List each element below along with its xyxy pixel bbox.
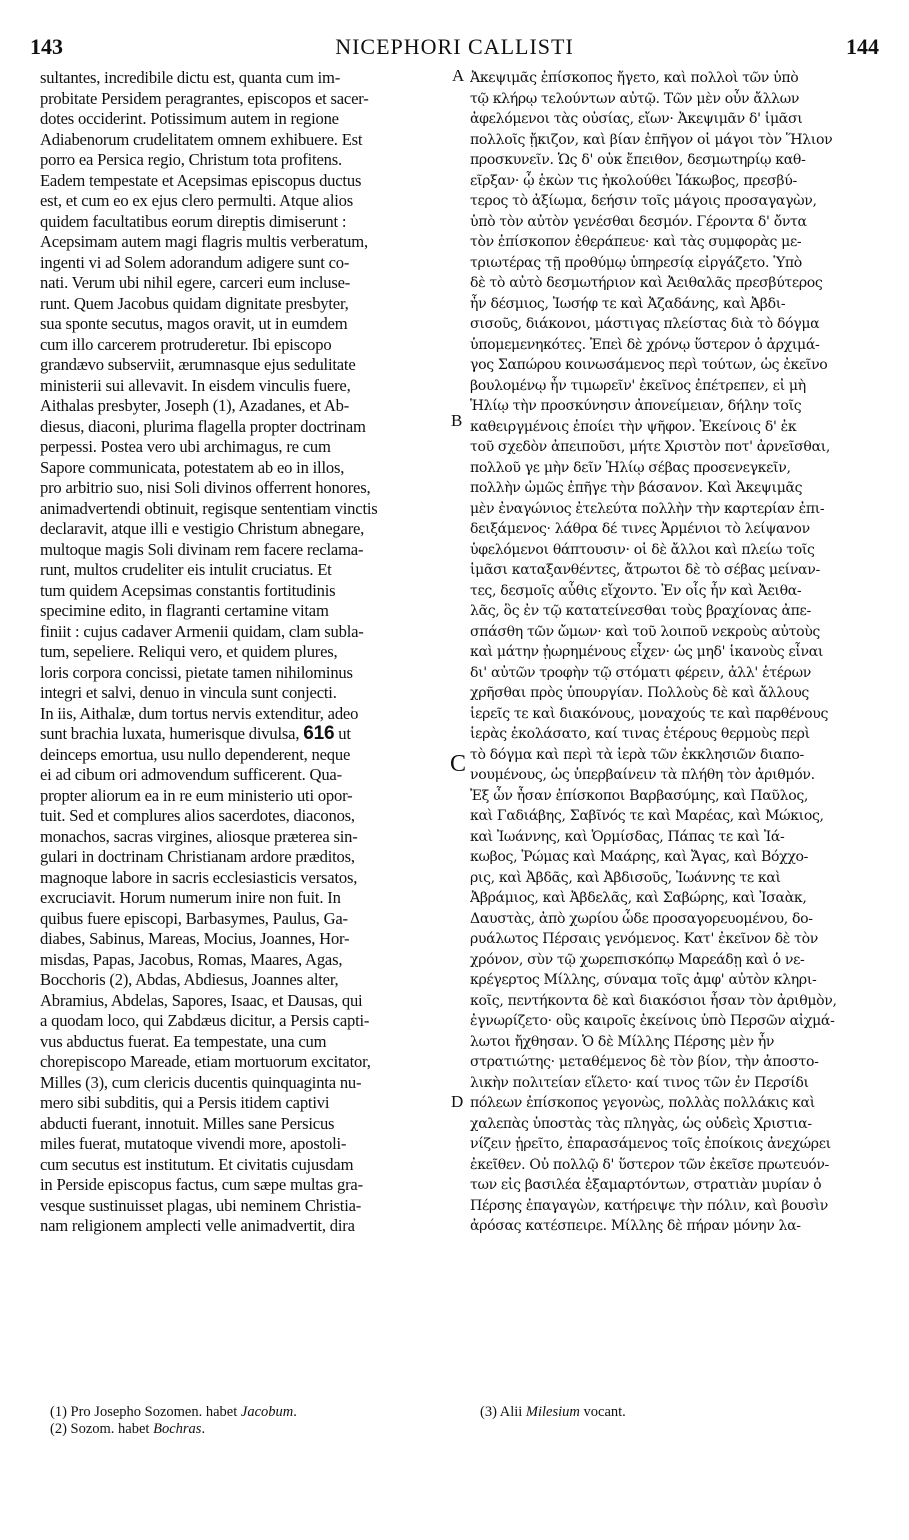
latin-text-line: cum illo carcerem protruderetur. Ibi episcopo	[40, 334, 332, 354]
greek-text-line: ρις, καὶ Ἀβδᾶς, καὶ Ἀβδισοῦς, Ἰωάννης τε καὶ	[470, 869, 781, 886]
running-header	[0, 28, 909, 68]
latin-text-line: tum quidem Acepsimas constantis fortitudinis	[40, 580, 336, 600]
latin-text-line: mero sibi subditis, qui a Persis itidem captivi	[40, 1093, 330, 1112]
latin-text-line: quibus fuere episcopi, Barbasymes, Paulus, Ga-	[40, 908, 348, 928]
greek-text-line: ἦν δέσμιος, Ἰωσήφ τε καὶ Ἀζαδάνης, καὶ Ἀβδι-	[470, 295, 786, 312]
greek-text-line: στρατιώτης· μεταθέμενος δὲ τὸν βίον, τὴν ἀποστο-	[470, 1054, 819, 1070]
latin-text-line: sunt brachia luxata, humerisque divulsa, 616 ut	[40, 724, 351, 744]
latin-text-line: runt. Quem Jacobus quidam dignitate presbyter,	[40, 293, 349, 313]
greek-text-line: νουμένους, ὡς ὑπερβαίνειν τὰ πλήθη τὸν ἀριθμόν.	[470, 767, 815, 783]
latin-text-line: diabes, Sabinus, Mareas, Mocius, Joannes, Hor-	[40, 929, 350, 948]
greek-text-line: των εἰς βασιλέα ἐξαμαρτόντων, στρατιὰν μυρίαν ὁ	[470, 1177, 822, 1193]
latin-text-line: cum secutus est institutum. Et civitatis cujusdam	[40, 1154, 354, 1174]
greek-text-line: καὶ μάτην ᾐωρημένους εἶχεν· ὡς μηδ' ἱκανοὺς εἶναι	[470, 644, 824, 660]
section-marker-a: A	[452, 66, 465, 85]
page-number-left: 143	[30, 34, 63, 59]
greek-text-line: τῷ κλήρῳ τελούντων αὐτῷ. Τῶν μὲν οὖν ἄλλων	[470, 90, 800, 107]
greek-text-line: δειξάμενος· λάθρα δέ τινες Ἀρμένιοι τὸ λείψανον	[470, 521, 810, 537]
greek-text-line: Ἀκεψιμᾶς ἐπίσκοπος ἤγετο, καὶ πολλοὶ τῶν ὑπὸ	[470, 70, 799, 86]
greek-text-line: πολλὴν ὠμῶς ἐπῆγε τὴν βάσανον. Καὶ Ἀκεψιμᾶς	[470, 480, 803, 496]
greek-text-line: ἐκεῖθεν. Οὐ πολλῷ δ' ὕστερον τῶν ἐκεῖσε πρωτευόν-	[470, 1156, 829, 1173]
greek-text-line: Ἐξ ὧν ἦσαν ἐπίσκοποι Βαρβασύμης, καὶ Παῦλος,	[470, 787, 809, 804]
greek-text-line: ἀφελόμενοι τὰς οὐσίας, εἴων· Ἀκεψιμᾶν δ' ἱμᾶσι	[470, 111, 803, 127]
latin-text-line: sultantes, incredibile dictu est, quanta cum im-	[40, 68, 341, 87]
greek-text-line: λικὴν πολιτείαν εἵλετο· καί τινος τῶν ἐν Περσίδι	[470, 1074, 809, 1091]
greek-text-line: τὸν ἐπίσκοπον ἐθεράπευε· καὶ τὰς συμφορὰς με-	[470, 234, 802, 250]
footnotes-left	[50, 1404, 450, 1438]
latin-text-line: nam religionem amplecti velle animadvertit, dira	[40, 1216, 355, 1235]
footnote: (1) Pro Josepho Sozomen. habet Jacobum.	[50, 1404, 297, 1420]
latin-text-line: ministerii sui allevavit. In eisdem vinculis fuere,	[40, 375, 351, 395]
footnote: (3) Alii Milesium vocant.	[480, 1404, 626, 1420]
greek-text-line: προσκυνεῖν. Ὡς δ' οὐκ ἔπειθον, δεσμωτηρίῳ καθ-	[470, 152, 806, 168]
latin-text-line: Milles (3), cum clericis ducentis quinquaginta nu-	[40, 1072, 362, 1092]
greek-text-line: τοῦ σχεδὸν ἀπειποῦσι, μήτε Χριστὸν ποτ' ἀρνεῖσθαι,	[470, 439, 831, 455]
greek-text-line: λᾶς, ὃς ἐν τῷ κατατείνεσθαι τοὺς βραχίονας ἀπε-	[470, 603, 811, 619]
greek-text-line: λωτοι ἤχθησαν. Ὁ δὲ Μίλλης Πέρσης μὲν ἦν	[470, 1033, 775, 1050]
latin-text-line: Eadem tempestate et Acepsimas episcopus ductus	[40, 170, 362, 190]
latin-text-line: est, et cum eo ex ejus clero permulti. Atque alios	[40, 191, 354, 210]
greek-text-line: πόλεων ἐπίσκοπος γεγονὼς, πολλὰς πολλάκις καὶ	[470, 1095, 815, 1111]
greek-text-line: τὸ δόγμα καὶ περὶ τὰ ἱερὰ τῶν ἐκκλησιῶν διαπο-	[470, 746, 804, 763]
latin-text-line: porro ea Persica regio, Christum tota profitens.	[40, 150, 342, 169]
greek-text-line: τριωτέρας τῇ προθύμῳ ὑπηρεσίᾳ εἰργάζετο. Ὑπὸ	[470, 254, 802, 271]
latin-text-line: tuit. Sed et complures alios sacerdotes, diaconos,	[40, 806, 355, 825]
latin-text-line: Sapore communicata, potestatem ab eo in illos,	[40, 457, 345, 477]
greek-text-line: δὲ τὸ αὐτὸ δεσμωτήριον καὶ Ἀειθαλᾶς πρεσβύτερος	[470, 275, 823, 291]
latin-text-line: specimine edito, in flagranti certamine vitam	[40, 601, 329, 620]
latin-text-line: sua sponte secutus, magos oravit, ut in eumdem	[40, 314, 348, 333]
greek-text-line: χρόνον, σὺν τῷ χωρεπισκόπῳ Μαρεάδῃ καὶ ὁ νε-	[470, 951, 805, 968]
greek-text-line: κωβος, Ῥώμας καὶ Μαάρης, καὶ Ἄγας, καὶ Βόχχο-	[470, 849, 809, 865]
latin-text-line: tum, sepeliere. Reliqui vero, et quidem plures,	[40, 642, 338, 661]
footnote: (2) Sozom. habet Bochras.	[50, 1421, 206, 1437]
latin-text-line: In iis, Aithalæ, dum tortus nervis extenditur, adeo	[40, 703, 359, 723]
latin-text-line: chorepiscopo Mareade, etiam mortuorum excitator,	[40, 1052, 371, 1071]
greek-text-line: ἱερεῖς τε καὶ διακόνους, μοναχούς τε καὶ παρθένους	[470, 705, 828, 722]
greek-text-line: ρυάλωτος Πέρσαις γενόμενος. Κατ' ἐκεῖνον δὲ τὸν	[470, 931, 818, 947]
greek-text-line: νίζειν ᾑρεῖτο, ἐπαρασάμενος τοῖς ἐποίκοις ἀνεχώρει	[470, 1136, 831, 1152]
greek-text-line: Ἡλίῳ τὴν προσκύνησιν ἀπονείμειαν, δήλην τοῖς	[470, 398, 802, 414]
greek-text-line: ὑφελόμενοι θάπτουσιν· οἱ δὲ ἄλλοι καὶ πλείω τοῖς	[470, 541, 815, 558]
latin-column	[40, 68, 448, 1237]
greek-text-line: δι' αὐτῶν τροφὴν τῷ στόματι φέρειν, ἀλλ' ἑτέρων	[470, 664, 811, 681]
latin-text-line: ei ad cibum ori admovendum sufficerent. Qua-	[40, 765, 342, 784]
latin-text-line: monachos, sacras virgines, aliosque præterea sin-	[40, 826, 358, 846]
greek-text-line: Δαυστὰς, ἀπὸ χωρίου ὧδε προσαγορευομένου, δο-	[470, 910, 813, 927]
greek-column	[470, 68, 882, 1237]
greek-text-line: κρέγερτος Μίλλης, σύναμα τοῖς ἀμφ' αὐτὸν κληρι-	[470, 972, 817, 988]
latin-text-line: propter aliorum ea in re eum ministerio uti opor-	[40, 785, 353, 805]
latin-text-line: vus abductus fuerat. Ea tempestate, una cum	[40, 1031, 327, 1051]
latin-text-line: declaravit, atque illi e vestigio Christum abnegare,	[40, 519, 365, 538]
greek-text-line: χαλεπὰς ὑποστὰς τὰς πληγὰς, ὡς οὐδεὶς Χριστια-	[470, 1115, 812, 1132]
greek-text-line: εῖρξαν· ᾧ ἑκὼν τις ἠκολούθει Ἰάκωβος, πρεσβύ-	[470, 172, 797, 189]
latin-text-line: deinceps emortua, usu nullo dependerent, neque	[40, 744, 351, 764]
greek-text-line: ἱμᾶσι καταξανθέντες, ἄτρωτοι δὲ τὸ σέβας μείναν-	[470, 562, 820, 578]
greek-text-line: τες, δεσμοῖς αὖθις εἴχοντο. Ἐν οἷς ἦν καὶ Ἀειθα-	[470, 582, 802, 599]
greek-text-line: ὑπὸ τὸν αὐτὸν γενέσθαι δεσμόν. Γέροντα δ' ὄντα	[470, 213, 807, 230]
page-number-right: 144	[846, 34, 879, 59]
latin-text-line: nati. Verum ubi nihil egere, carceri eum incluse-	[40, 273, 351, 292]
latin-text-line: magnoque labore in sacris ecclesiasticis versatos,	[40, 867, 358, 887]
latin-text-line: diesus, diaconi, plurima flagella propter doctrinam	[40, 416, 366, 436]
greek-text-line: Πέρσης ἐπαγαγὼν, κατήρειψε τὴν πόλιν, καὶ βουσὶν	[470, 1197, 829, 1214]
latin-text-line: ingenti vi ad Solem adorandum adigere sunt co-	[40, 252, 350, 272]
latin-text-line: Bocchoris (2), Abdas, Abdiesus, Joannes alter,	[40, 970, 339, 989]
greek-text-line: τερος τὸ ἀξίωμα, δεήσιν τοῖς μάγοις προσαγαγὼν,	[470, 193, 817, 209]
latin-text-line: pro arbitrio suo, nisi Soli divinos offerrent honores,	[40, 478, 371, 497]
latin-text-line: excruciavit. Horum numerum inire non fuit. In	[40, 888, 341, 907]
footnotes-right	[480, 1404, 880, 1421]
greek-text-line: σισοῦς, διάκονοι, μάστιγας πλείστας διὰ τὸ δόγμα	[470, 316, 820, 332]
latin-text-line: finiit : cujus cadaver Armenii quidam, clam subla-	[40, 621, 364, 641]
latin-text-line: quidem facultatibus eorum direptis dimiserunt :	[40, 211, 347, 231]
latin-text-line: Acepsimam autem magi flagris multis verberatum,	[40, 232, 368, 251]
greek-text-line: βουλομένῳ ἦν τιμωρεῖν' ἐκεῖνος ἐπέτρεπεν, εἰ μὴ	[470, 377, 806, 394]
greek-text-line: πολλοῖς ᾔκιζον, καὶ βίαν ἐπῆγον οἱ μάγοι τὸν Ἥλιον	[470, 131, 833, 148]
latin-text-line: perpessi. Postea vero ubi archimagus, re cum	[40, 437, 331, 456]
greek-text-line: ἀρόσας κατέσπειρε. Μίλλης δὲ πήραν μόνην λα-	[470, 1218, 801, 1234]
latin-text-line: abducti fuerant, innotuit. Milles sane Persicus	[40, 1113, 335, 1133]
latin-text-line: animadvertendi obtinuit, regisque sententiam vinctis	[40, 498, 378, 518]
latin-text-line: loris corpora concissi, pietate tamen nihilominus	[40, 662, 353, 682]
greek-text-line: καὶ Γαδιάβης, Σαβῖνός τε καὶ Μαρέας, καὶ Μώκιος,	[470, 808, 824, 824]
latin-text-line: probitate Persidem peragrantes, episcopos et sacer-	[40, 88, 369, 108]
latin-text-line: runt, multos crudeliter eis intulit cruciatus. Et	[40, 560, 332, 579]
section-marker-d: D	[451, 1092, 464, 1111]
latin-text-line: grandævo subserviit, ærumnasque ejus sedulitate	[40, 355, 356, 374]
latin-text-line: misdas, Papas, Jacobus, Romas, Maares, Agas,	[40, 949, 343, 969]
latin-text-line: dotes occiderint. Potissimum autem in regione	[40, 109, 339, 128]
greek-text-line: μὲν ἐναγώνιος ἐτελεύτα πολλὴν τὴν καρτερίαν ἐπι-	[470, 500, 825, 517]
section-marker-b: B	[451, 411, 463, 430]
greek-text-line: σπάσθη τῶν ὤμων· καὶ τοῦ λοιποῦ νεκροὺς αὐτοὺς	[470, 623, 820, 640]
latin-text-line: Aithalas presbyter, Joseph (1), Azadanes, et Ab-	[40, 396, 350, 415]
greek-text-line: ἐγνωρίζετο· οὓς καιροῖς ἐκείνοις ὑπὸ Περσῶν αἰχμά-	[470, 1013, 835, 1029]
latin-text-line: integri et salvi, denuo in vincula sunt conjecti.	[40, 683, 337, 702]
latin-text-line: in Perside episcopus factus, cum sæpe multas gra-	[40, 1175, 363, 1194]
latin-text-line: Adiabenorum crudelitatem omnem exhibuere. Est	[40, 129, 363, 149]
latin-text-line: Abramius, Abdelas, Sapores, Isaac, et Dausas, qui	[40, 990, 363, 1010]
greek-text-line: ὑπομεμενηκότες. Ἐπεὶ δὲ χρόνῳ ὕστερον ὁ ἀρχιμά-	[470, 336, 820, 353]
greek-text-line: καὶ Ἰωάννης, καὶ Ὁρμίσδας, Πάπας τε καὶ Ἰά-	[470, 828, 785, 845]
greek-text-line: κοῖς, πεντήκοντα δὲ καὶ διακόσιοι ἦσαν τὸν ἀριθμὸν,	[470, 992, 837, 1009]
latin-text-line: vesque sustinuisset plagas, ubi neminem Christia-	[40, 1195, 362, 1215]
greek-text-line: χρῆσθαι πρὸς ὑπουργίαν. Πολλοὺς δὲ καὶ ἄλλους	[470, 685, 809, 701]
column-number-inline: 616	[303, 724, 335, 744]
greek-text-line: Ἀβράμιος, καὶ Ἀβδελᾶς, καὶ Σαβώρης, καὶ Ἰσαὰκ,	[470, 890, 807, 906]
latin-text-line: multoque magis Soli divinam rem facere reclama-	[40, 539, 364, 559]
greek-text-line: γος Σαπώρου κοινωσάμενος περὶ τούτων, ὡς ἐκεῖνο	[470, 357, 828, 373]
greek-text-line: καθειργμένοις ἐποίει τὴν ψῆφον. Ἐκείνοις δ' ἐκ	[470, 418, 797, 435]
latin-text-line: a quodam loco, qui Zabdæus dicitur, a Persis capti-	[40, 1011, 370, 1030]
greek-text-line: ἱερὰς ἐκολάσατο, καί τινας ἑτέρους θερμοὺς περὶ	[470, 726, 810, 742]
greek-text-line: πολλοῦ γε μὴν δεῖν Ἡλίῳ σέβας προσενεγκεῖν,	[470, 459, 791, 476]
latin-text-line: miles fuerat, mutatoque vivendi more, apostoli-	[40, 1134, 347, 1153]
running-title: NICEPHORI CALLISTI	[335, 34, 574, 59]
section-marker-c: C	[450, 751, 467, 777]
latin-text-line: gulari in doctrinam Christianam ardore præditos,	[40, 847, 355, 866]
